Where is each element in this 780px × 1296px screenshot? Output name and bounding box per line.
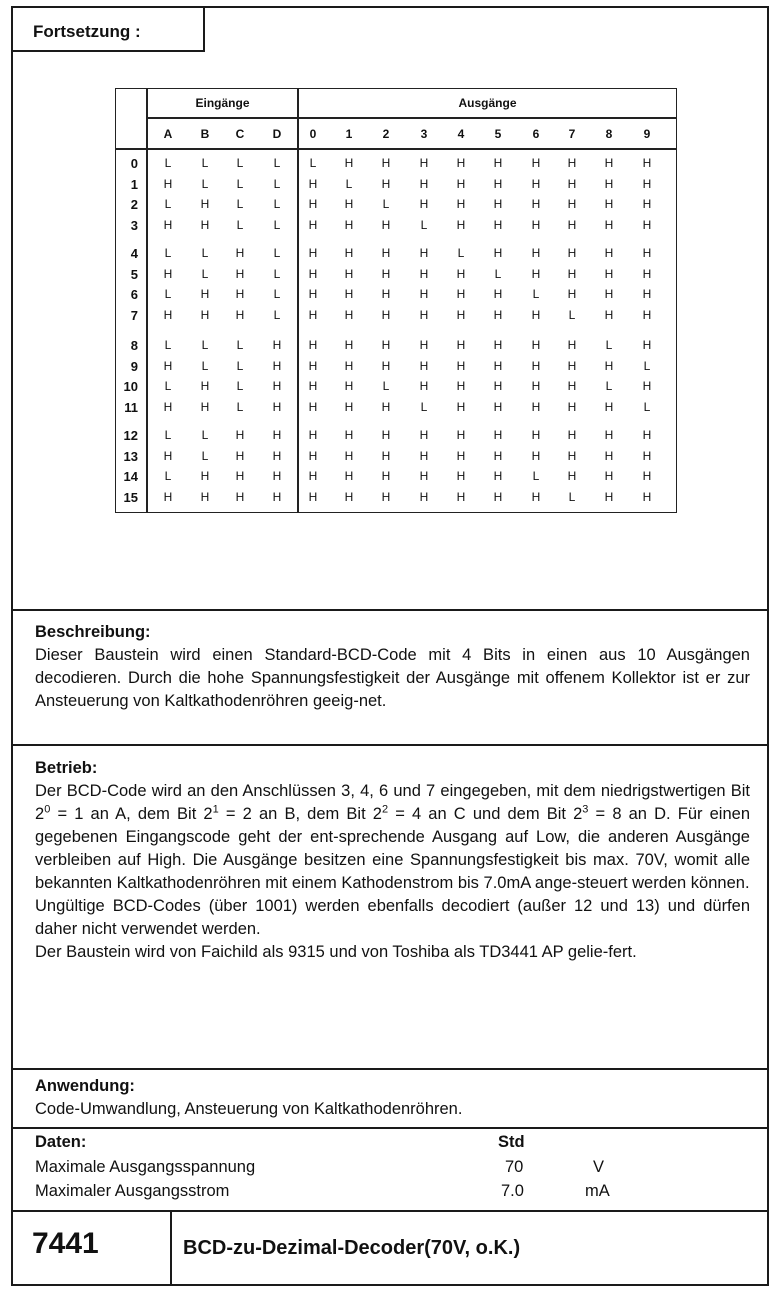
output-cell: H <box>381 266 391 281</box>
output-cell: H <box>381 217 391 232</box>
output-cell: H <box>344 358 354 373</box>
input-cell: H <box>163 358 173 373</box>
row-number: 0 <box>130 156 138 171</box>
output-cell: H <box>493 448 503 463</box>
footer-divider <box>170 1210 172 1285</box>
output-cell: H <box>419 489 429 504</box>
output-cell: H <box>456 307 466 322</box>
input-col-header: C <box>235 127 245 141</box>
data-value: 7.0 <box>501 1182 524 1200</box>
output-cell: H <box>531 338 541 352</box>
output-cell: H <box>531 197 541 211</box>
output-cell: H <box>308 246 318 260</box>
output-cell: H <box>642 428 652 442</box>
data-unit: V <box>593 1158 605 1176</box>
output-cell: H <box>419 266 429 281</box>
output-col-header: 5 <box>494 127 502 141</box>
operation-title: Betrieb: <box>35 759 98 777</box>
table-line <box>148 117 676 119</box>
output-cell: H <box>493 489 503 504</box>
truth-table <box>115 88 677 513</box>
output-cell: H <box>344 266 354 281</box>
output-cell: H <box>493 428 503 442</box>
row-number: 15 <box>123 489 138 505</box>
operation-text: Der BCD-Code wird an den Anschlüssen 3, 4, 6 und 7 eingegeben, mit dem niedrigstwertigen Bit 2 <box>35 782 750 823</box>
input-cell: H <box>163 307 173 322</box>
input-cell: L <box>164 156 172 170</box>
output-cell: H <box>642 176 652 191</box>
table-line <box>116 148 676 150</box>
output-cell: L <box>494 266 502 281</box>
input-cell: H <box>235 287 245 301</box>
output-cell: H <box>531 156 541 170</box>
output-cell: H <box>642 307 652 322</box>
output-cell: L <box>568 307 576 322</box>
input-cell: L <box>273 217 281 232</box>
output-cell: H <box>642 197 652 211</box>
output-cell: H <box>381 489 391 504</box>
exponent: 3 <box>582 803 589 816</box>
output-cell: H <box>567 379 577 393</box>
input-cell: L <box>164 287 172 301</box>
row-number: 13 <box>123 448 138 464</box>
output-cell: H <box>419 156 429 170</box>
output-cell: H <box>456 469 466 483</box>
output-cell: H <box>493 358 503 373</box>
operation-paragraph-3: Der Baustein wird von Faichild als 9315 und von Toshiba als TD3441 AP gelie-fert. <box>35 943 637 961</box>
output-cell: H <box>642 448 652 463</box>
output-col-header: 7 <box>568 127 576 141</box>
output-col-header: 4 <box>457 127 465 141</box>
inputs-header: Eingänge <box>195 96 250 110</box>
input-col-header: A <box>163 127 173 141</box>
input-cell: H <box>200 399 210 414</box>
output-cell: H <box>531 489 541 504</box>
input-col-header: B <box>200 127 210 141</box>
input-cell: L <box>164 197 172 211</box>
input-cell: L <box>164 338 172 352</box>
output-cell: L <box>532 287 540 301</box>
output-cell: H <box>344 217 354 232</box>
continuation-tab: Fortsetzung : <box>11 6 205 52</box>
output-cell: H <box>344 338 354 352</box>
output-cell: H <box>381 358 391 373</box>
divider-line <box>11 744 769 746</box>
output-cell: H <box>493 338 503 352</box>
output-cell: H <box>344 197 354 211</box>
input-cell: L <box>201 358 209 373</box>
input-cell: L <box>236 197 244 211</box>
output-cell: H <box>642 287 652 301</box>
input-cell: H <box>272 379 282 393</box>
output-cell: H <box>456 489 466 504</box>
application-section <box>35 1075 750 1121</box>
row-number: 7 <box>130 307 138 323</box>
row-number: 14 <box>123 469 138 484</box>
output-cell: L <box>568 489 576 504</box>
row-number: 5 <box>130 266 138 282</box>
output-col-header: 9 <box>643 127 651 141</box>
output-cell: H <box>531 307 541 322</box>
input-cell: L <box>164 379 172 393</box>
input-cell: H <box>200 217 210 232</box>
input-cell: H <box>163 266 173 281</box>
output-cell: H <box>493 176 503 191</box>
description-title: Beschreibung: <box>35 623 151 641</box>
output-cell: H <box>381 469 391 483</box>
output-cell: L <box>420 399 428 414</box>
output-cell: H <box>344 156 354 170</box>
input-cell: H <box>200 287 210 301</box>
output-cell: H <box>567 217 577 232</box>
output-cell: H <box>308 197 318 211</box>
row-number: 8 <box>130 338 138 353</box>
input-cell: H <box>235 469 245 483</box>
input-cell: L <box>236 358 244 373</box>
output-cell: H <box>419 428 429 442</box>
output-cell: H <box>642 156 652 170</box>
output-cell: H <box>308 489 318 504</box>
divider-line <box>11 1210 769 1212</box>
output-cell: H <box>604 197 614 211</box>
output-cell: H <box>604 489 614 504</box>
input-cell: L <box>201 246 209 260</box>
output-cell: H <box>456 399 466 414</box>
output-cell: H <box>604 217 614 232</box>
input-cell: H <box>272 489 282 504</box>
output-cell: H <box>604 399 614 414</box>
row-number: 9 <box>130 358 138 374</box>
output-cell: H <box>567 428 577 442</box>
input-cell: H <box>200 197 210 211</box>
output-cell: H <box>567 287 577 301</box>
operation-section <box>35 757 750 964</box>
application-title: Anwendung: <box>35 1077 135 1095</box>
input-cell: L <box>164 246 172 260</box>
output-cell: L <box>457 246 465 260</box>
output-cell: H <box>493 469 503 483</box>
output-cell: H <box>604 266 614 281</box>
output-cell: H <box>531 428 541 442</box>
output-cell: H <box>308 176 318 191</box>
output-cell: H <box>604 287 614 301</box>
input-cell: L <box>201 176 209 191</box>
output-cell: L <box>643 358 651 373</box>
output-cell: H <box>308 428 318 442</box>
operation-paragraph-1 <box>35 780 750 895</box>
input-cell: L <box>201 156 209 170</box>
divider-line <box>11 1068 769 1070</box>
input-cell: H <box>163 448 173 463</box>
input-cell: L <box>273 197 281 211</box>
operation-text: = 1 an A, dem Bit 2 <box>50 805 213 823</box>
description-text: Dieser Baustein wird einen Standard-BCD-Code mit 4 Bits in einen aus 10 Ausgängen decodieren. Durch die hohe Spannungsfestigkeit der Ausgänge mit offenem Kollektor ist er zur Ansteuerung von Kaltkathodenröhren geeig-net. <box>35 646 750 710</box>
input-cell: L <box>201 428 209 442</box>
output-cell: H <box>604 358 614 373</box>
output-cell: H <box>419 448 429 463</box>
output-cell: H <box>308 217 318 232</box>
input-cell: H <box>235 246 245 260</box>
output-cell: L <box>309 156 317 170</box>
input-cell: H <box>200 469 210 483</box>
input-cell: L <box>236 338 244 352</box>
input-cell: H <box>235 307 245 322</box>
output-cell: H <box>567 399 577 414</box>
output-cell: H <box>344 379 354 393</box>
exponent: 1 <box>212 803 219 816</box>
data-title: Daten: <box>35 1133 87 1151</box>
output-cell: L <box>605 379 613 393</box>
input-cell: H <box>163 489 173 504</box>
input-cell: L <box>273 176 281 191</box>
output-cell: H <box>493 287 503 301</box>
output-cell: H <box>493 156 503 170</box>
output-cell: H <box>308 307 318 322</box>
output-cell: H <box>381 287 391 301</box>
output-cell: H <box>381 176 391 191</box>
outputs-header: Ausgänge <box>458 96 517 110</box>
output-cell: H <box>381 399 391 414</box>
row-number: 10 <box>123 379 138 394</box>
output-cell: H <box>456 358 466 373</box>
output-cell: H <box>344 246 354 260</box>
input-cell: H <box>200 379 210 393</box>
output-cell: H <box>344 448 354 463</box>
output-cell: H <box>308 266 318 281</box>
input-cell: L <box>273 156 281 170</box>
input-cell: L <box>236 399 244 414</box>
output-cell: H <box>642 338 652 352</box>
input-cell: H <box>235 266 245 281</box>
operation-text: = 4 an C und dem Bit 2 <box>388 805 583 823</box>
input-cell: H <box>200 307 210 322</box>
output-cell: H <box>344 489 354 504</box>
output-cell: H <box>456 156 466 170</box>
output-cell: H <box>567 176 577 191</box>
input-cell: H <box>272 428 282 442</box>
input-cell: H <box>235 428 245 442</box>
input-cell: H <box>272 469 282 483</box>
row-number: 3 <box>130 217 138 233</box>
output-cell: H <box>604 246 614 260</box>
output-cell: H <box>531 246 541 260</box>
output-cell: H <box>642 379 652 393</box>
output-cell: H <box>493 246 503 260</box>
input-col-header: D <box>272 127 282 141</box>
output-cell: H <box>456 379 466 393</box>
output-cell: H <box>604 156 614 170</box>
output-col-header: 6 <box>532 127 540 141</box>
input-cell: L <box>164 469 172 483</box>
data-value: 70 <box>505 1158 524 1176</box>
row-number: 12 <box>123 428 138 443</box>
output-cell: H <box>456 338 466 352</box>
output-cell: H <box>604 448 614 463</box>
output-cell: H <box>308 379 318 393</box>
output-col-header: 1 <box>345 127 353 141</box>
output-cell: H <box>642 246 652 260</box>
input-cell: H <box>200 489 210 504</box>
operation-paragraph-2: Ungültige BCD-Codes (über 1001) werden ebenfalls decodiert (außer 12 und 13) und dürfen daher nicht verwendet werden. <box>35 897 750 938</box>
output-cell: H <box>531 266 541 281</box>
output-cell: H <box>381 307 391 322</box>
output-cell: H <box>344 399 354 414</box>
output-cell: H <box>419 246 429 260</box>
row-number: 1 <box>130 176 138 192</box>
output-cell: H <box>381 448 391 463</box>
input-cell: L <box>201 448 209 463</box>
input-cell: H <box>235 448 245 463</box>
row-number: 4 <box>130 246 138 261</box>
output-col-header: 0 <box>309 127 317 141</box>
input-cell: H <box>163 217 173 232</box>
output-cell: H <box>604 176 614 191</box>
output-cell: H <box>567 448 577 463</box>
output-col-header: 2 <box>382 127 390 141</box>
data-label: Maximaler Ausgangsstrom <box>35 1182 230 1200</box>
output-cell: H <box>419 469 429 483</box>
exponent: 2 <box>381 803 389 816</box>
output-cell: H <box>567 338 577 352</box>
output-cell: H <box>381 156 391 170</box>
output-cell: H <box>308 338 318 352</box>
output-cell: H <box>308 469 318 483</box>
input-cell: H <box>272 338 282 352</box>
output-cell: H <box>456 176 466 191</box>
output-cell: L <box>382 197 390 211</box>
input-cell: L <box>164 428 172 442</box>
description-section <box>35 621 750 713</box>
input-cell: L <box>273 307 281 322</box>
output-cell: H <box>344 469 354 483</box>
output-cell: H <box>456 217 466 232</box>
exponent: 0 <box>44 803 51 816</box>
output-cell: H <box>531 379 541 393</box>
input-cell: L <box>236 176 244 191</box>
input-cell: L <box>273 246 281 260</box>
input-cell: H <box>272 399 282 414</box>
output-col-header: 8 <box>605 127 613 141</box>
output-cell: H <box>456 448 466 463</box>
input-cell: L <box>201 338 209 352</box>
output-cell: H <box>567 266 577 281</box>
output-cell: H <box>381 246 391 260</box>
output-cell: H <box>493 399 503 414</box>
output-cell: H <box>456 197 466 211</box>
operation-text: = 2 an B, dem Bit 2 <box>218 805 382 823</box>
input-cell: H <box>163 399 173 414</box>
output-cell: L <box>643 399 651 414</box>
output-cell: H <box>531 448 541 463</box>
output-cell: H <box>604 307 614 322</box>
output-cell: H <box>642 469 652 483</box>
output-cell: L <box>345 176 353 191</box>
input-cell: H <box>163 176 173 191</box>
output-cell: H <box>493 307 503 322</box>
output-cell: H <box>381 338 391 352</box>
divider-line <box>11 609 769 611</box>
output-cell: H <box>456 266 466 281</box>
output-cell: H <box>308 287 318 301</box>
divider-line <box>11 1127 769 1129</box>
output-cell: H <box>531 217 541 232</box>
std-header: Std <box>498 1133 525 1151</box>
output-cell: H <box>308 448 318 463</box>
output-cell: H <box>419 338 429 352</box>
output-cell: H <box>419 176 429 191</box>
output-cell: H <box>493 379 503 393</box>
output-col-header: 3 <box>420 127 428 141</box>
input-cell: L <box>236 217 244 232</box>
row-number: 6 <box>130 287 138 302</box>
output-cell: H <box>567 156 577 170</box>
data-unit: mA <box>585 1182 610 1200</box>
application-text: Code-Umwandlung, Ansteuerung von Kaltkathodenröhren. <box>35 1100 463 1118</box>
part-name: BCD-zu-Dezimal-Decoder(70V, o.K.) <box>183 1237 521 1259</box>
output-cell: H <box>567 469 577 483</box>
input-cell: L <box>236 156 244 170</box>
output-cell: H <box>344 287 354 301</box>
data-label: Maximale Ausgangsspannung <box>35 1158 256 1176</box>
input-cell: H <box>235 489 245 504</box>
input-cell: L <box>273 287 281 301</box>
row-number: 2 <box>130 197 138 212</box>
table-line <box>146 89 148 512</box>
output-cell: L <box>605 338 613 352</box>
output-cell: H <box>567 246 577 260</box>
output-cell: H <box>344 428 354 442</box>
input-cell: L <box>201 266 209 281</box>
input-cell: H <box>272 358 282 373</box>
output-cell: L <box>420 217 428 232</box>
row-number: 11 <box>124 399 138 415</box>
output-cell: H <box>419 379 429 393</box>
part-number: 7441 <box>32 1227 99 1260</box>
output-cell: H <box>493 217 503 232</box>
output-cell: H <box>456 428 466 442</box>
output-cell: H <box>604 469 614 483</box>
output-cell: H <box>308 399 318 414</box>
output-cell: H <box>567 197 577 211</box>
output-cell: H <box>493 197 503 211</box>
output-cell: H <box>531 358 541 373</box>
output-cell: H <box>419 358 429 373</box>
input-cell: L <box>273 266 281 281</box>
input-cell: L <box>236 379 244 393</box>
output-cell: L <box>382 379 390 393</box>
output-cell: H <box>308 358 318 373</box>
output-cell: H <box>567 358 577 373</box>
output-cell: H <box>642 489 652 504</box>
output-cell: H <box>419 307 429 322</box>
output-cell: H <box>604 428 614 442</box>
output-cell: H <box>419 197 429 211</box>
output-cell: H <box>381 428 391 442</box>
input-cell: H <box>272 448 282 463</box>
output-cell: H <box>531 176 541 191</box>
operation-text: = 8 an D. Für einen gegebenen Eingangscode geht der ent-sprechende Ausgang auf Low, die anderen Ausgänge verbleiben auf High. Die Ausgänge besitzen eine Spannungsfestigkeit bis max. 70V, womit alle bekannten Kaltkathodenröhren mit einem Kathodenstrom bis 7.0mA ange-steuert werden können. <box>35 805 751 892</box>
output-cell: H <box>531 399 541 414</box>
output-cell: H <box>456 287 466 301</box>
output-cell: H <box>642 217 652 232</box>
output-cell: L <box>532 469 540 483</box>
output-cell: H <box>419 287 429 301</box>
output-cell: H <box>642 266 652 281</box>
output-cell: H <box>344 307 354 322</box>
